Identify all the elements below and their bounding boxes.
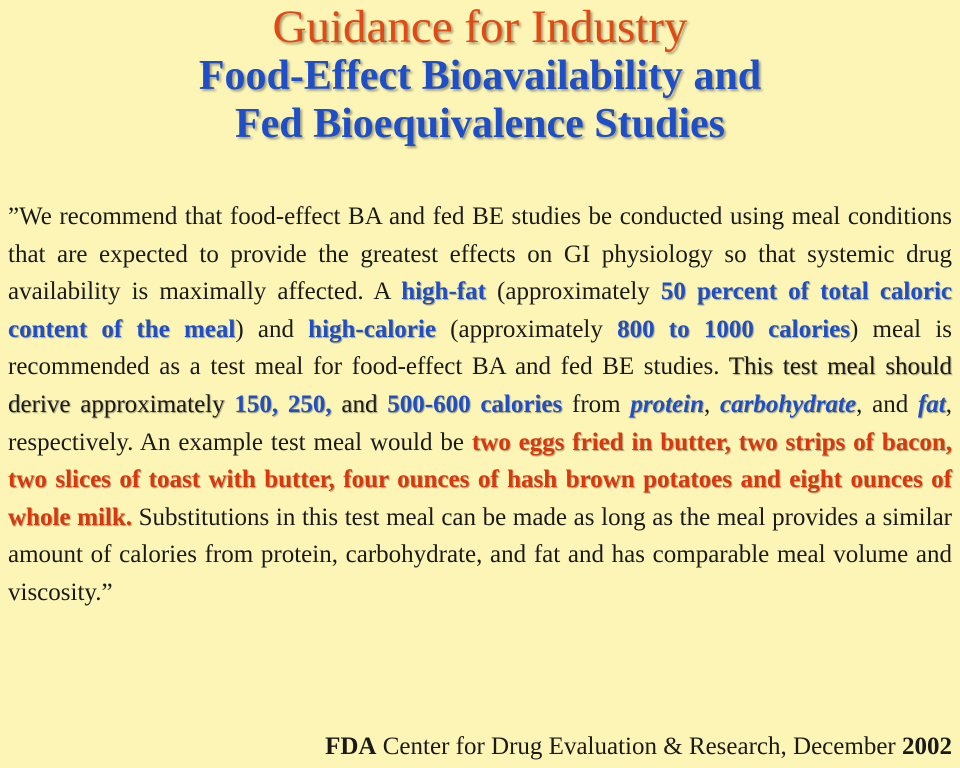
highlight-fat-percent: 50 percent of total caloric content of the meal — [8, 278, 953, 343]
highlight-calorie-split: 150, 250, — [234, 390, 332, 418]
quote-text-shadowed: This test meal should derive approximately — [8, 353, 952, 418]
quote-text: ”We recommend that food-effect BA and fed BE studies be conducted using meal conditions that are expected to provide the greatest effects on GI physiology so that systemic drug availability is maximally affected. A — [8, 203, 952, 306]
footer-agency: FDA — [325, 733, 377, 760]
quote-text: ) and — [235, 315, 309, 343]
title-line-1: Guidance for Industry — [272, 1, 688, 53]
quote-text: from — [562, 390, 631, 418]
quote-paragraph — [8, 198, 952, 612]
quote-text: , respectively. An example test meal would be — [8, 390, 952, 456]
quote-text: (approximately — [435, 315, 618, 343]
source-footer — [325, 729, 952, 765]
quote-text-shadowed: and — [331, 390, 388, 418]
title-line-2: Food-Effect Bioavailability and — [198, 53, 762, 99]
highlight-calorie-range: 800 to 1000 calories — [617, 315, 850, 343]
quote-text: Substitutions in this test meal can be made as long as the meal provides a similar amount of calories from protein, carbohydrate, and fat and has comparable meal volume and viscosity.” — [8, 503, 952, 606]
highlight-test-meal: two eggs fried in butter, two strips of bacon, two slices of toast with butter, four ounces of hash brown potatoes and eight ounces of whole milk. — [8, 428, 952, 531]
highlight-fat: fat — [917, 390, 946, 418]
quote-text: ) meal is recommended as a test meal for food-effect BA and fed BE studies. — [8, 315, 952, 381]
quote-text: , and — [856, 390, 918, 418]
highlight-carbohydrate: carbohydrate — [720, 390, 857, 418]
quote-text: (approximately — [485, 278, 661, 306]
quote-text: , — [703, 390, 720, 418]
highlight-high-calorie: high-calorie — [308, 315, 436, 343]
title-line-3: Fed Bioequivalence Studies — [234, 101, 726, 147]
highlight-high-fat: high-fat — [401, 278, 486, 306]
title-block — [0, 0, 960, 148]
footer-year: 2002 — [902, 733, 952, 760]
footer-center: Center for Drug Evaluation & Research, December — [376, 733, 902, 760]
highlight-protein: protein — [630, 390, 704, 418]
highlight-fat-calories: 500-600 calories — [387, 390, 563, 418]
